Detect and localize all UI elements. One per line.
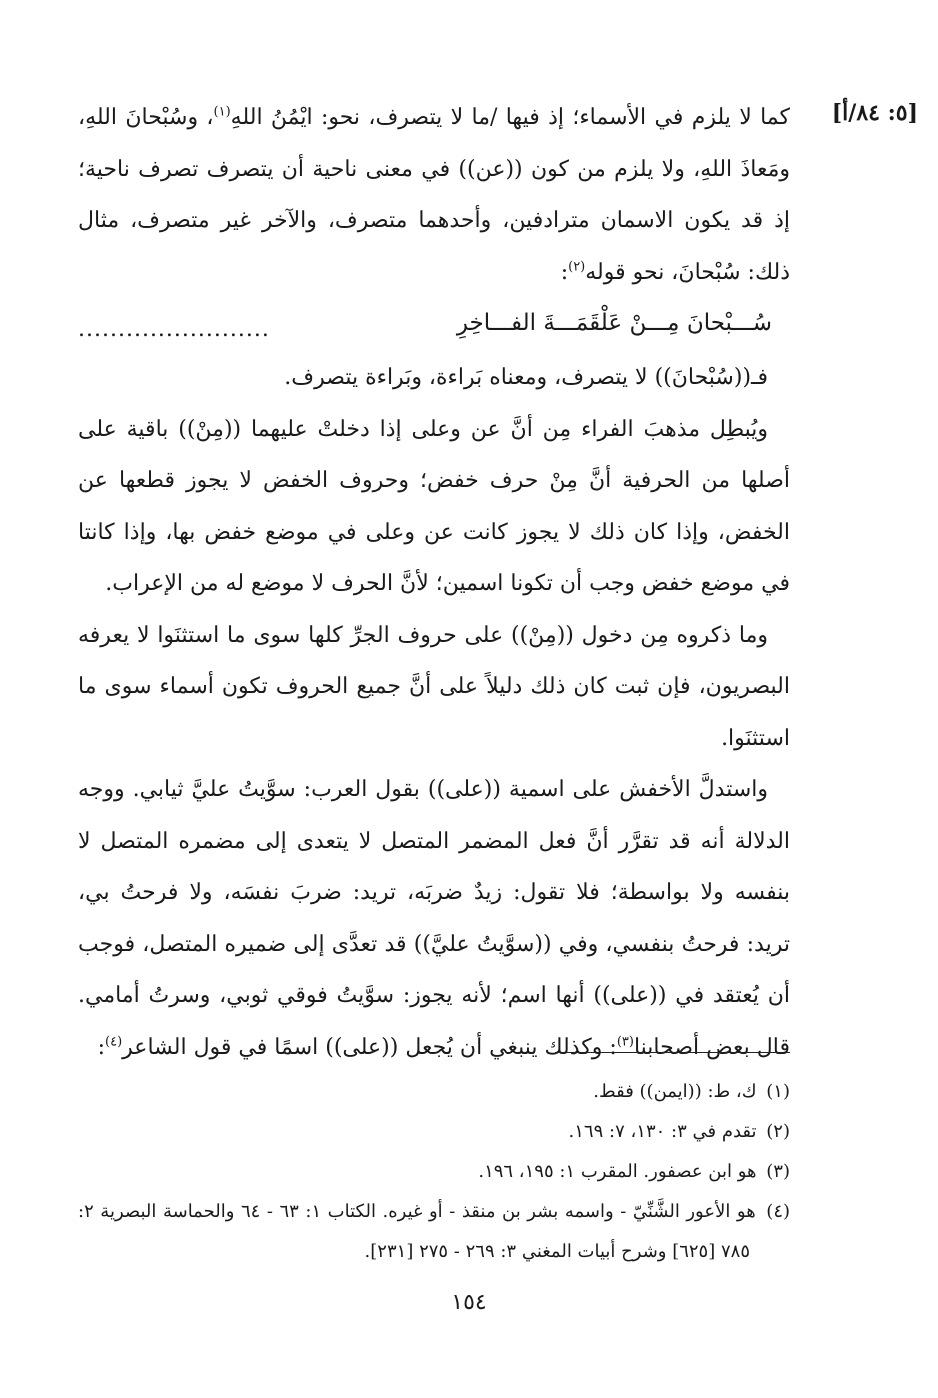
footnote-mark[interactable]: (٤)	[105, 1034, 123, 1050]
main-text-column	[78, 92, 790, 1073]
paragraph-farra: ويُبطِل مذهبَ الفراء مِن أنَّ عن وعلى إذا دخلتْ عليهما ((مِنْ)) باقية على أصلها من الحرفية أنَّ مِنْ حرف خفض؛ وحروف الخفض لا يجوز قطعها عن الخفض، وإذا كان ذلك لا يجوز كانت عن وعلى في موضع خفض بها، وإذا كانتا في موضع خفض وجب أن تكونا اسمين؛ لأنَّ الحرف لا موضع له من الإعراب.	[78, 416, 790, 596]
paragraph-text: :	[97, 1034, 106, 1060]
footnote-number: (٤)	[766, 1201, 791, 1222]
footnote-mark[interactable]: (٢)	[568, 259, 586, 275]
manuscript-folio-reference: [٥: ٨٤/أ]	[831, 100, 918, 126]
page-number: ١٥٤	[451, 1290, 487, 1315]
footnotes-section	[78, 1072, 790, 1272]
footnote-text: هو الأعور الشَّنِّيّ - واسمه بشر بن منقذ - أو غيره. الكتاب ١: ٦٣ - ٦٤ والحماسة البصرية ٢: ٧٨٥ [٦٢٥] وشرح أبيات المغني ٣: ٢٦٩ - ٢٧٥ [٢٣١].	[78, 1201, 756, 1262]
verse-ellipsis: ........................	[78, 317, 270, 342]
paragraph-subhan: فـ((سُبْحانَ)) لا يتصرف، ومعناه بَراءة، وبَراءة يتصرف.	[284, 365, 768, 390]
footnote-2	[78, 1112, 790, 1152]
paragraph-text: واستدلَّ الأخفش على اسمية ((على)) بقول العرب: سوَّيتُ عليَّ ثيابي. ووجه الدلالة أنه قد تقرَّر أنَّ فعل المضمر المتصل لا يتعدى إلى مضمره المتصل لا بنفسه ولا بواسطة؛ فلا تقول: زيدٌ ضربَه، تريد: ضربَ نفسَه، ولا فرحتُ بي، تريد: فرحتُ بنفسي، وفي ((سوَّيتُ عليَّ)) قد تعدَّى إلى ضميره المتصل، فوجب أن يُعتقد في ((على)) أنها اسم؛ لأنه يجوز: سوَّيتُ فوقي ثوبي، وسرتُ أمامي. قال بعض أصحابنا	[78, 777, 790, 1060]
paragraph-basriyun: وما ذكروه مِن دخول ((مِنْ)) على حروف الجرِّ كلها سوى ما استثنَوا لا يعرفه البصريون، فإن ثبت كان ذلك دليلاً على أنَّ جميع الحروف تكون أسماء سوى ما استثنَوا.	[78, 622, 790, 751]
footnote-text: هو ابن عصفور. المقرب ١: ١٩٥، ١٩٦.	[478, 1161, 757, 1182]
footnote-number: (٣)	[766, 1161, 790, 1182]
footnote-1	[78, 1072, 790, 1112]
footnote-mark[interactable]: (٣)	[616, 1034, 634, 1050]
footnote-separator	[555, 1052, 790, 1053]
paragraph-text: :	[560, 259, 569, 285]
footnote-3	[78, 1152, 790, 1192]
paragraph-text: كما لا يلزم في الأسماء؛ إذ فيها /ما لا يتصرف، نحو: ايْمُنُ اللهِ	[230, 105, 790, 130]
footnote-text: ك، ط: ((ايمن)) فقط.	[593, 1081, 757, 1102]
footnote-mark[interactable]: (١)	[213, 104, 231, 120]
paragraph-text: : وكذلك ينبغي أن يُجعل ((على)) اسمًا في قول الشاعر	[122, 1034, 617, 1060]
footnote-text: تقدم في ٣: ١٣٠، ٧: ١٦٩.	[568, 1121, 757, 1142]
paragraph-text: ، وسُبْحانَ اللهِ، ومَعاذَ اللهِ، ولا يلزم من كون ((عن)) في معنى ناحية أن يتصرف تصرف ناحية؛ إذ قد يكون الاسمان مترادفين، وأحدهما متصرف، والآخر غير متصرف، مثال ذلك: سُبْحانَ، نحو قوله	[78, 105, 790, 285]
footnote-4	[78, 1192, 790, 1272]
footnote-number: (٢)	[766, 1121, 790, 1142]
poetry-verse	[78, 298, 790, 352]
paragraph-akhfash	[78, 764, 790, 1073]
paragraph-opening	[78, 92, 790, 298]
footnote-number: (١)	[766, 1081, 790, 1102]
verse-hemistich: سُـــبْحانَ مِـــنْ عَلْقَمَـــةَ الفـــاخِرِ	[456, 310, 772, 336]
